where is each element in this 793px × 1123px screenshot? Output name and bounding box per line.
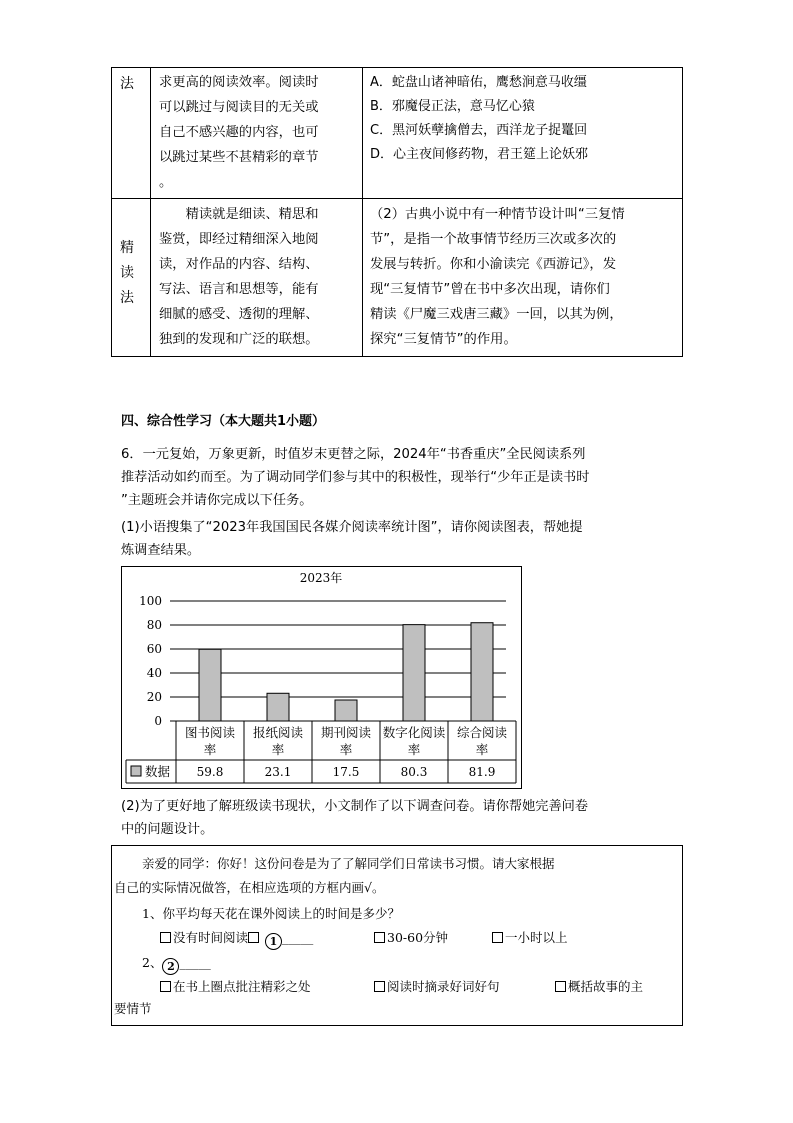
category-label: 报纸阅读 — [252, 725, 304, 740]
data-value-label: 81.9 — [468, 765, 496, 779]
question-1: 1、你平均每天花在课外阅读上的时间是多少？ — [142, 906, 400, 921]
q2-option-annotate — [160, 977, 311, 995]
options-list — [370, 71, 588, 167]
question-line: 精读《尸魔三戏唐三藏》一回，以其为例， — [370, 307, 623, 322]
section-heading: 四、综合性学习（本大题共1小题） — [121, 414, 326, 429]
option-label: 阅读时摘录好词好句 — [387, 979, 500, 994]
data-value-label: 23.1 — [264, 765, 292, 779]
data-value-label: 17.5 — [332, 765, 360, 779]
bar — [471, 623, 493, 721]
skim-reading-description — [159, 70, 319, 195]
description-line: 精读就是细读、精思和 — [159, 207, 319, 222]
checkbox[interactable] — [374, 981, 385, 992]
category-label: 率 — [271, 742, 285, 757]
intensive-reading-label — [120, 236, 134, 311]
checkbox[interactable] — [160, 981, 171, 992]
q1-option-none — [160, 928, 313, 950]
bar — [199, 649, 221, 721]
bar — [267, 693, 289, 721]
description-line: 鉴赏，即经过精细深入地阅 — [159, 232, 319, 247]
label-char: 精 — [120, 240, 134, 256]
method-table — [111, 67, 683, 357]
option-d: D．心主夜间修药物，君王筵上论妖邪 — [370, 147, 589, 162]
legend-swatch — [131, 766, 141, 776]
question-line: 探究“三复情节”的作用。 — [370, 332, 517, 347]
description-line: 独到的发现和广泛的联想。 — [159, 332, 319, 347]
fill-blank[interactable]: _____ — [179, 955, 211, 970]
question-2 — [142, 953, 211, 975]
text-line: (2)为了更好地了解班级读书现状，小文制作了以下调查问卷。请你帮她完善问卷 — [121, 799, 589, 814]
blank-marker-2: 2 — [162, 958, 179, 975]
description-line: 可以跳过与阅读目的无关或 — [159, 100, 319, 115]
description-line: 细腻的感受、透彻的理解、 — [159, 307, 319, 322]
option-c: C．黑河妖孽擒僧去，西洋龙子捉鼍回 — [370, 123, 588, 138]
checkbox[interactable] — [160, 932, 171, 943]
y-tick-label: 60 — [146, 642, 162, 656]
q1-option-30-60 — [374, 928, 448, 946]
option-b: B．邪魔侵正法，意马忆心猿 — [370, 99, 535, 114]
questionnaire-box — [111, 845, 683, 1026]
text-line: 推荐活动如约而至。为了调动同学们参与其中的积极性，现举行“少年正是读书时 — [121, 470, 590, 485]
data-value-label: 80.3 — [400, 765, 428, 779]
category-label: 率 — [475, 742, 489, 757]
blank-marker-1: 1 — [265, 933, 282, 950]
chart-title: 2023年 — [299, 571, 343, 585]
sub-question-1-text — [121, 516, 696, 562]
bar — [335, 700, 357, 721]
checkbox[interactable] — [492, 932, 503, 943]
checkbox[interactable] — [374, 932, 385, 943]
option-label: 概括故事的主 — [568, 979, 644, 994]
checkbox[interactable] — [555, 981, 566, 992]
category-label: 综合阅读 — [456, 725, 508, 740]
description-line: 读，对作品的内容、结构、 — [159, 257, 319, 272]
fill-blank[interactable]: _____ — [282, 930, 314, 945]
description-line: 。 — [159, 175, 173, 190]
text-line: 6．一元复始，万象更新，时值岁末更替之际，2024年“书香重庆”全民阅读系列 — [121, 447, 586, 462]
three-plot-question — [370, 202, 625, 352]
text-line: (1)小语搜集了“2023年我国国民各媒介阅读率统计图”，请你阅读图表，帮她提 — [121, 520, 583, 535]
description-line: 以跳过某些不甚精彩的章节 — [159, 150, 319, 165]
text-line: 中的问题设计。 — [121, 822, 214, 837]
description-line: 写法、语言和思想等，能有 — [159, 282, 319, 297]
text-line: ”主题班会并请你完成以下任务。 — [121, 493, 313, 508]
q2-option-summarize — [555, 977, 643, 995]
question-6-text — [121, 443, 696, 512]
legend-label: 数据 — [145, 764, 171, 779]
option-label: 没有时间阅读 — [173, 930, 249, 945]
category-label: 图书阅读 — [184, 725, 236, 740]
intensive-reading-description — [159, 202, 319, 352]
option-label: 一小时以上 — [505, 930, 568, 945]
reading-rate-chart — [121, 566, 522, 789]
description-line: 自己不感兴趣的内容，也可 — [159, 125, 319, 140]
category-label: 数字化阅读 — [382, 725, 446, 740]
description-line: 求更高的阅读效率。阅读时 — [159, 75, 319, 90]
question-line: 现“三复情节”曾在书中多次出现，请你们 — [370, 282, 610, 297]
table-divider — [362, 68, 363, 356]
category-label: 期刊阅读 — [320, 725, 372, 740]
label-char: 读 — [120, 265, 134, 281]
question-line: 节”，是指一个故事情节经历三次或多次的 — [370, 232, 617, 247]
option-label: 在书上圈点批注精彩之处 — [173, 979, 311, 994]
question-number: 2、 — [142, 955, 163, 970]
q2-option-excerpt — [374, 977, 500, 995]
category-label: 率 — [407, 742, 421, 757]
sub-question-2-text — [121, 795, 696, 841]
text-line: 炼调查结果。 — [121, 543, 201, 558]
y-tick-label: 0 — [154, 714, 162, 728]
intro-line: 亲爱的同学：你好！这份问卷是为了了解同学们日常读书习惯。请大家根据 — [142, 856, 555, 871]
checkbox[interactable] — [248, 932, 259, 943]
data-value-label: 59.8 — [196, 765, 224, 779]
intro-line: 自己的实际情况做答，在相应选项的方框内画√。 — [114, 880, 385, 895]
option-a: A．蛇盘山诸神暗佑，鹰愁涧意马收缰 — [370, 75, 587, 90]
option-label: 30-60分钟 — [387, 930, 449, 945]
y-tick-label: 20 — [146, 690, 162, 704]
category-label: 率 — [339, 742, 353, 757]
y-tick-label: 80 — [146, 618, 162, 632]
table-divider — [112, 198, 682, 199]
question-line: （2）古典小说中有一种情节设计叫“三复情 — [370, 207, 625, 222]
q1-option-over-hour — [492, 928, 568, 946]
y-tick-label: 40 — [146, 666, 162, 680]
label-char: 法 — [120, 290, 134, 306]
q2-option-continuation: 要情节 — [114, 1001, 152, 1016]
table-divider — [150, 68, 151, 356]
bar-chart-svg — [122, 567, 521, 788]
y-tick-label: 100 — [139, 594, 162, 608]
question-line: 发展与转折。你和小渝读完《西游记》，发 — [370, 257, 616, 272]
category-label: 率 — [203, 742, 217, 757]
method-label: 法 — [120, 76, 134, 92]
bar — [403, 625, 425, 721]
